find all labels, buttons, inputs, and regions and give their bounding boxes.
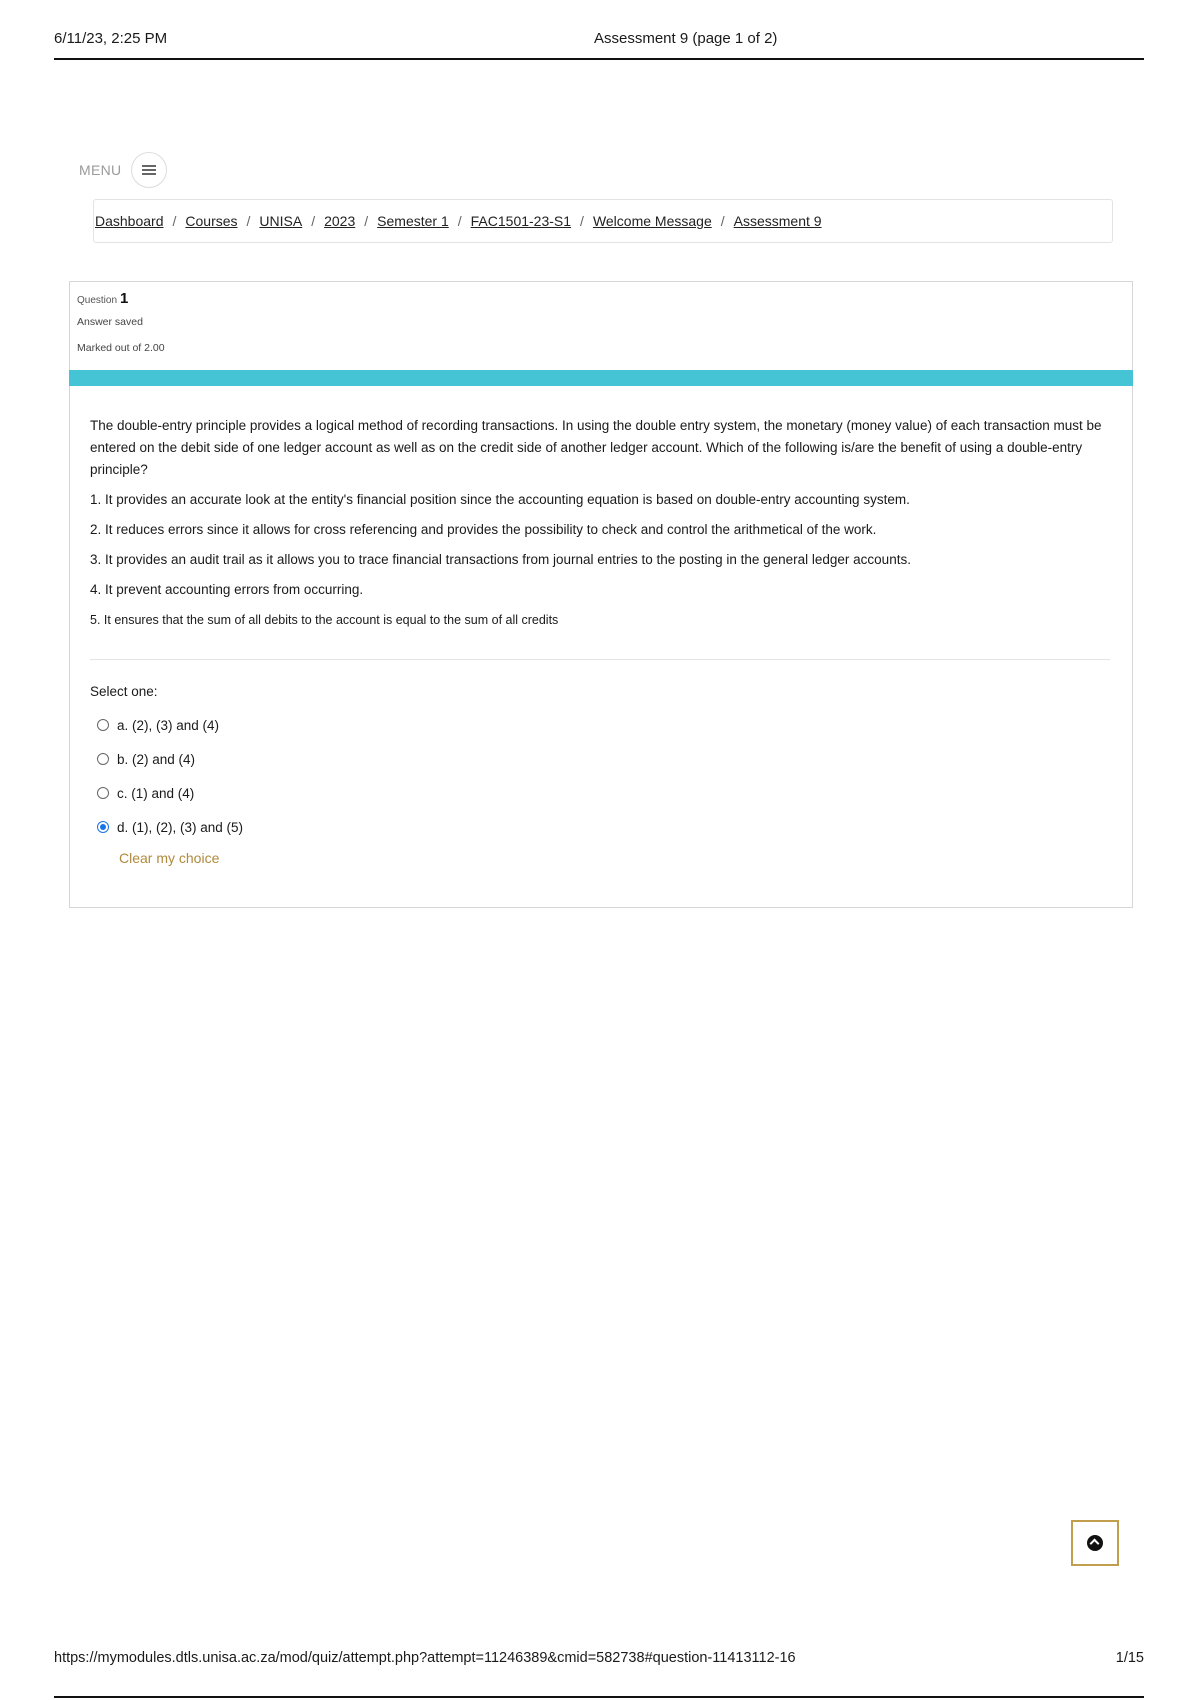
radio-button[interactable] xyxy=(97,787,109,799)
menu[interactable] xyxy=(79,152,167,188)
breadcrumb-year[interactable]: 2023 xyxy=(324,213,356,229)
back-to-top-button[interactable] xyxy=(1071,1520,1119,1566)
breadcrumb-dashboard[interactable]: Dashboard xyxy=(95,213,164,229)
print-header xyxy=(54,28,1144,60)
option-label: a. (2), (3) and (4) xyxy=(117,717,220,733)
breadcrumb-course[interactable]: FAC1501-23-S1 xyxy=(470,213,572,229)
option-label: c. (1) and (4) xyxy=(117,785,195,801)
select-one-label: Select one: xyxy=(90,684,158,699)
statement-item: 4. It prevent accounting errors from occurring. xyxy=(90,582,364,597)
clear-my-choice-link[interactable]: Clear my choice xyxy=(119,850,220,866)
menu-button[interactable] xyxy=(131,152,167,188)
radio-button[interactable] xyxy=(97,719,109,731)
statement-item: 3. It provides an audit trail as it allows you to trace financial transactions from journal entries to the posting in the general ledger accounts. xyxy=(90,552,911,567)
option-a[interactable] xyxy=(97,708,243,742)
option-label: d. (1), (2), (3) and (5) xyxy=(117,819,244,835)
statement-item: 1. It provides an accurate look at the entity's financial position since the accounting equation is based on double-entry accounting system. xyxy=(90,492,910,507)
question-divider xyxy=(90,659,1110,660)
breadcrumb-courses[interactable]: Courses xyxy=(185,213,238,229)
breadcrumb-separator: / xyxy=(311,213,316,229)
print-page-number: 1/15 xyxy=(1115,1650,1144,1666)
question-number-line xyxy=(77,290,165,307)
breadcrumb-separator: / xyxy=(580,213,584,229)
option-c[interactable] xyxy=(97,776,243,810)
question-number: 1 xyxy=(120,290,129,307)
question-state: Answer saved xyxy=(77,316,143,328)
question-intro: The double-entry principle provides a logical method of recording transactions. In using the double entry system, the monetary (money value) of each transaction must be entered on the debit side of one ledger account as well as on the credit side of another ledger account. Which of the following is/are the benefit of using a double-entry principle? xyxy=(90,418,1102,477)
breadcrumb-separator: / xyxy=(457,213,462,229)
footer-rule xyxy=(54,1696,1144,1698)
breadcrumb-separator: / xyxy=(364,213,369,229)
breadcrumb-semester[interactable]: Semester 1 xyxy=(377,213,449,229)
radio-button-selected[interactable] xyxy=(97,821,109,833)
question-grade: Marked out of 2.00 xyxy=(77,342,165,354)
breadcrumb-welcome-message[interactable]: Welcome Message xyxy=(592,213,712,229)
breadcrumb-assessment[interactable]: Assessment 9 xyxy=(733,213,822,229)
statement-item: 2. It reduces errors since it allows for cross referencing and provides the possibility to check and control the arithmetical of the work. xyxy=(90,522,877,537)
radio-button[interactable] xyxy=(97,753,109,765)
question-card xyxy=(69,281,1133,908)
hamburger-icon xyxy=(142,165,156,175)
menu-label: MENU xyxy=(79,162,122,178)
breadcrumb-separator: / xyxy=(172,213,177,229)
arrow-up-circle-icon xyxy=(1087,1535,1103,1551)
question-accent-bar xyxy=(69,370,1133,386)
print-url: https://mymodules.dtls.unisa.ac.za/mod/quiz/attempt.php?attempt=11246389&cmid=582738#question-11413112-16 xyxy=(54,1650,796,1666)
breadcrumb-unisa[interactable]: UNISA xyxy=(259,213,303,229)
option-b[interactable] xyxy=(97,742,243,776)
answer-options xyxy=(97,708,243,844)
option-label: b. (2) and (4) xyxy=(117,751,196,767)
print-page-title: Assessment 9 (page 1 of 2) xyxy=(594,30,778,47)
option-d[interactable] xyxy=(97,810,243,844)
breadcrumb-separator: / xyxy=(720,213,725,229)
question-info xyxy=(77,290,165,354)
question-label: Question xyxy=(77,295,118,306)
print-footer xyxy=(54,1650,1144,1698)
breadcrumb xyxy=(93,199,1113,243)
breadcrumb-separator: / xyxy=(246,213,251,229)
print-datetime: 6/11/23, 2:25 PM xyxy=(54,30,168,47)
question-text xyxy=(90,415,1110,639)
statement-item: 5. It ensures that the sum of all debits to the account is equal to the sum of all credits xyxy=(90,613,559,627)
